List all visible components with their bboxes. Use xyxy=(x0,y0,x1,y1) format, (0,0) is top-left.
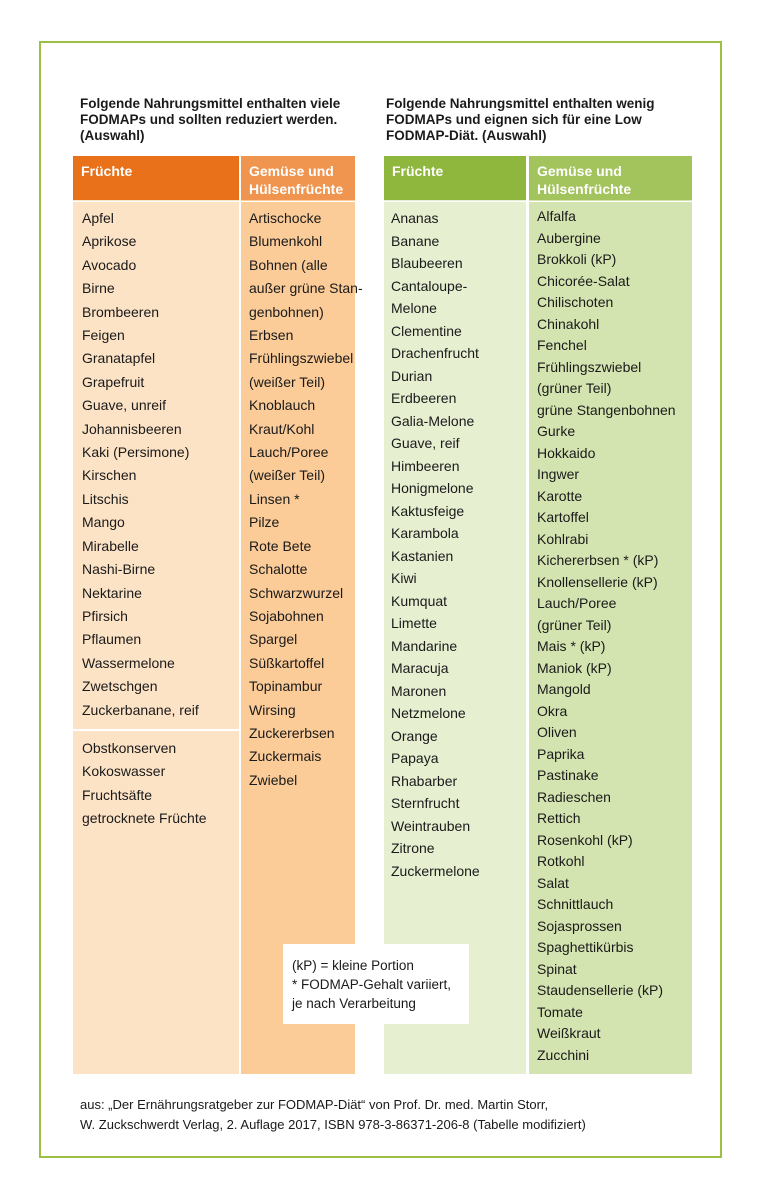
list-item: Zitrone xyxy=(391,840,435,856)
list-item: Staudensellerie (kP) xyxy=(537,982,664,998)
list-item: Maracuja xyxy=(391,660,449,676)
list-item: Mandarine xyxy=(391,637,458,654)
list-item: Radieschen xyxy=(537,788,611,805)
list-item: Alfalfa xyxy=(537,208,576,224)
list-item: Blaubeeren xyxy=(391,255,463,271)
list-item: Erbsen xyxy=(249,327,294,344)
list-item: Rhabarber xyxy=(391,772,458,789)
legend-line: (kP) = kleine Portion xyxy=(292,958,414,973)
list-item: Mirabelle xyxy=(82,537,139,554)
list-item: Ingwer xyxy=(537,466,580,482)
list-item: Aprikose xyxy=(82,233,137,250)
list-item: Mango xyxy=(82,514,125,531)
high-fodmap-vegetables-list xyxy=(249,207,363,792)
header-divider xyxy=(384,201,526,202)
list-item: Wassermelone xyxy=(82,654,175,671)
list-item: Kichererbsen * (kP) xyxy=(537,552,659,568)
list-item: Kraut/Kohl xyxy=(249,420,315,437)
citation-line: W. Zuckschwerdt Verlag, 2. Auflage 2017, ISBN 978-3-86371-206-8 (Tabelle modifiziert) xyxy=(80,1117,586,1132)
list-item: Birne xyxy=(82,280,115,297)
list-item: Feigen xyxy=(82,327,125,344)
list-item: Avocado xyxy=(82,256,137,273)
list-item: Okra xyxy=(537,702,568,719)
list-item: Pflaumen xyxy=(82,631,142,648)
heading-line: FODMAPs und eignen sich für eine Low xyxy=(386,112,642,127)
legend-line: je nach Verarbeitung xyxy=(292,996,416,1011)
source-citation xyxy=(80,1095,586,1135)
list-item: Grapefruit xyxy=(82,373,145,390)
list-item: Kastanien xyxy=(391,547,454,564)
heading-line: FODMAP-Diät. (Auswahl) xyxy=(386,128,547,143)
list-item: Banane xyxy=(391,232,440,249)
list-item: Lauch/Poree xyxy=(249,444,329,461)
list-item: Melone xyxy=(391,300,437,316)
list-item: Zuckerbanane, reif xyxy=(82,701,199,718)
header-line: Hülsenfrüchte xyxy=(249,181,344,197)
list-item: Rotkohl xyxy=(537,853,585,869)
list-item: außer grüne Stan- xyxy=(249,280,363,297)
header-line: Früchte xyxy=(81,163,133,179)
list-item: Spinat xyxy=(537,960,577,977)
list-item: Knollensellerie (kP) xyxy=(537,573,658,590)
list-item: Guave, unreif xyxy=(82,397,167,414)
list-item: Linsen * xyxy=(249,490,300,507)
list-item: Kaki (Persimone) xyxy=(82,444,190,461)
list-item: Netzmelone xyxy=(391,705,466,721)
list-item: Kumquat xyxy=(391,592,448,609)
list-item: Hokkaido xyxy=(537,444,596,461)
list-item: Mais * (kP) xyxy=(537,638,606,654)
list-item: Drachenfrucht xyxy=(391,345,479,361)
list-item: Mangold xyxy=(537,681,591,697)
list-item: Schwarzwurzel xyxy=(249,584,344,601)
list-item: Fenchel xyxy=(537,337,587,353)
list-item: Chilischoten xyxy=(537,294,614,310)
low-fodmap-fruits-list xyxy=(391,207,480,882)
high-fodmap-fruits-list xyxy=(82,207,199,722)
list-item: Bohnen (alle xyxy=(249,256,328,273)
high-fodmap-fruits-header xyxy=(73,156,239,200)
list-item: Papaya xyxy=(391,750,439,766)
high-fodmap-fruit-products-list xyxy=(82,737,207,831)
list-item: Kartoffel xyxy=(537,509,589,525)
list-item: Nashi-Birne xyxy=(82,561,156,578)
list-item: getrocknete Früchte xyxy=(82,810,207,827)
list-item: Ananas xyxy=(391,210,439,226)
list-item: Wirsing xyxy=(249,701,296,718)
list-item: (grüner Teil) xyxy=(537,616,612,633)
low-fodmap-fruits-header xyxy=(384,156,526,200)
list-item: Pfirsich xyxy=(82,607,128,624)
list-item: grüne Stangenbohnen xyxy=(537,401,676,418)
list-item: Chicorée-Salat xyxy=(537,272,630,289)
list-item: Granatapfel xyxy=(82,350,156,367)
list-item: Blumenkohl xyxy=(249,233,323,250)
list-item: Frühlingszwiebel xyxy=(249,350,354,367)
list-item: Fruchtsäfte xyxy=(82,786,153,803)
list-item: Zuckermais xyxy=(249,748,322,765)
list-item: Kirschen xyxy=(82,467,137,484)
list-item: Oliven xyxy=(537,724,577,740)
list-item: Pilze xyxy=(249,514,280,531)
list-item: Guave, reif xyxy=(391,435,460,451)
list-item: Brombeeren xyxy=(82,303,160,320)
list-item: Chinakohl xyxy=(537,315,600,332)
list-item: Artischocke xyxy=(249,210,322,226)
list-item: Sojasprossen xyxy=(537,917,622,934)
list-item: Clementine xyxy=(391,322,462,339)
list-item: Litschis xyxy=(82,490,129,507)
list-item: Brokkoli (kP) xyxy=(537,251,617,267)
list-item: Rettich xyxy=(537,810,581,826)
high-fodmap-vegetables-header xyxy=(241,156,355,200)
list-item: Maniok (kP) xyxy=(537,659,612,676)
list-item: Topinambur xyxy=(249,678,323,695)
header-line: Hülsenfrüchte xyxy=(537,181,632,197)
header-divider xyxy=(241,201,355,202)
list-item: Kaktusfeige xyxy=(391,502,465,519)
list-item: Knoblauch xyxy=(249,397,316,414)
list-item: Frühlingszwiebel xyxy=(537,358,642,375)
list-item: Durian xyxy=(391,367,433,384)
list-item: Zwiebel xyxy=(249,771,298,788)
list-item: Limette xyxy=(391,615,437,631)
high-fodmap-heading xyxy=(80,96,340,144)
list-item: Zwetschgen xyxy=(82,678,158,695)
heading-line: Folgende Nahrungsmittel enthalten wenig xyxy=(386,96,655,111)
list-item: Rote Bete xyxy=(249,537,312,554)
list-item: Süßkartoffel xyxy=(249,654,325,671)
heading-line: (Auswahl) xyxy=(80,128,145,143)
header-line: Gemüse und xyxy=(249,163,334,179)
low-fodmap-heading xyxy=(386,96,655,144)
list-item: Schalotte xyxy=(249,561,308,578)
list-item: Spaghettikürbis xyxy=(537,939,634,955)
header-divider xyxy=(73,201,239,202)
list-item: Schnittlauch xyxy=(537,896,614,912)
list-item: Zucchini xyxy=(537,1046,590,1063)
header-divider xyxy=(529,201,692,202)
list-item: Orange xyxy=(391,727,438,744)
list-item: Zuckermelone xyxy=(391,862,480,879)
list-item: (weißer Teil) xyxy=(249,373,325,390)
list-item: Gurke xyxy=(537,423,576,439)
list-item: Weintrauben xyxy=(391,817,471,834)
heading-line: FODMAPs und sollten reduziert werden. xyxy=(80,112,338,127)
list-item: Pastinake xyxy=(537,767,599,783)
list-item: Paprika xyxy=(537,745,585,762)
list-item: Spargel xyxy=(249,631,298,648)
legend-box xyxy=(283,944,469,1024)
list-item: (weißer Teil) xyxy=(249,467,325,484)
list-item: Kokoswasser xyxy=(82,763,166,780)
fruits-extra-divider xyxy=(73,729,239,731)
list-item: Sojabohnen xyxy=(249,607,324,624)
list-item: (grüner Teil) xyxy=(537,380,612,396)
list-item: Tomate xyxy=(537,1003,583,1020)
list-item: Erdbeeren xyxy=(391,390,457,406)
list-item: Salat xyxy=(537,874,569,891)
list-item: Sternfrucht xyxy=(391,795,460,811)
header-line: Gemüse und xyxy=(537,163,622,179)
list-item: Nektarine xyxy=(82,584,142,601)
list-item: Zuckererbsen xyxy=(249,724,335,741)
list-item: Kohlrabi xyxy=(537,530,589,547)
header-line: Früchte xyxy=(392,163,444,179)
list-item: Karambola xyxy=(391,525,459,541)
low-fodmap-vegetables-list xyxy=(537,206,676,1066)
list-item: Weißkraut xyxy=(537,1025,601,1041)
list-item: Maronen xyxy=(391,682,447,699)
legend-line: * FODMAP-Gehalt variiert, xyxy=(292,977,452,992)
list-item: Apfel xyxy=(82,210,114,226)
list-item: Aubergine xyxy=(537,229,601,246)
list-item: Johannisbeeren xyxy=(82,420,182,437)
list-item: genbohnen) xyxy=(249,303,324,320)
list-item: Rosenkohl (kP) xyxy=(537,831,633,848)
citation-line: aus: „Der Ernährungsratgeber zur FODMAP-Diät“ von Prof. Dr. med. Martin Storr, xyxy=(80,1097,549,1112)
list-item: Cantaloupe- xyxy=(391,277,468,294)
heading-line: Folgende Nahrungsmittel enthalten viele xyxy=(80,96,341,111)
list-item: Karotte xyxy=(537,487,583,504)
list-item: Honigmelone xyxy=(391,480,474,496)
list-item: Kiwi xyxy=(391,570,417,586)
low-fodmap-vegetables-header xyxy=(529,156,692,200)
list-item: Himbeeren xyxy=(391,457,460,474)
list-item: Lauch/Poree xyxy=(537,595,617,611)
list-item: Obstkonserven xyxy=(82,740,177,756)
list-item: Galia-Melone xyxy=(391,412,475,429)
